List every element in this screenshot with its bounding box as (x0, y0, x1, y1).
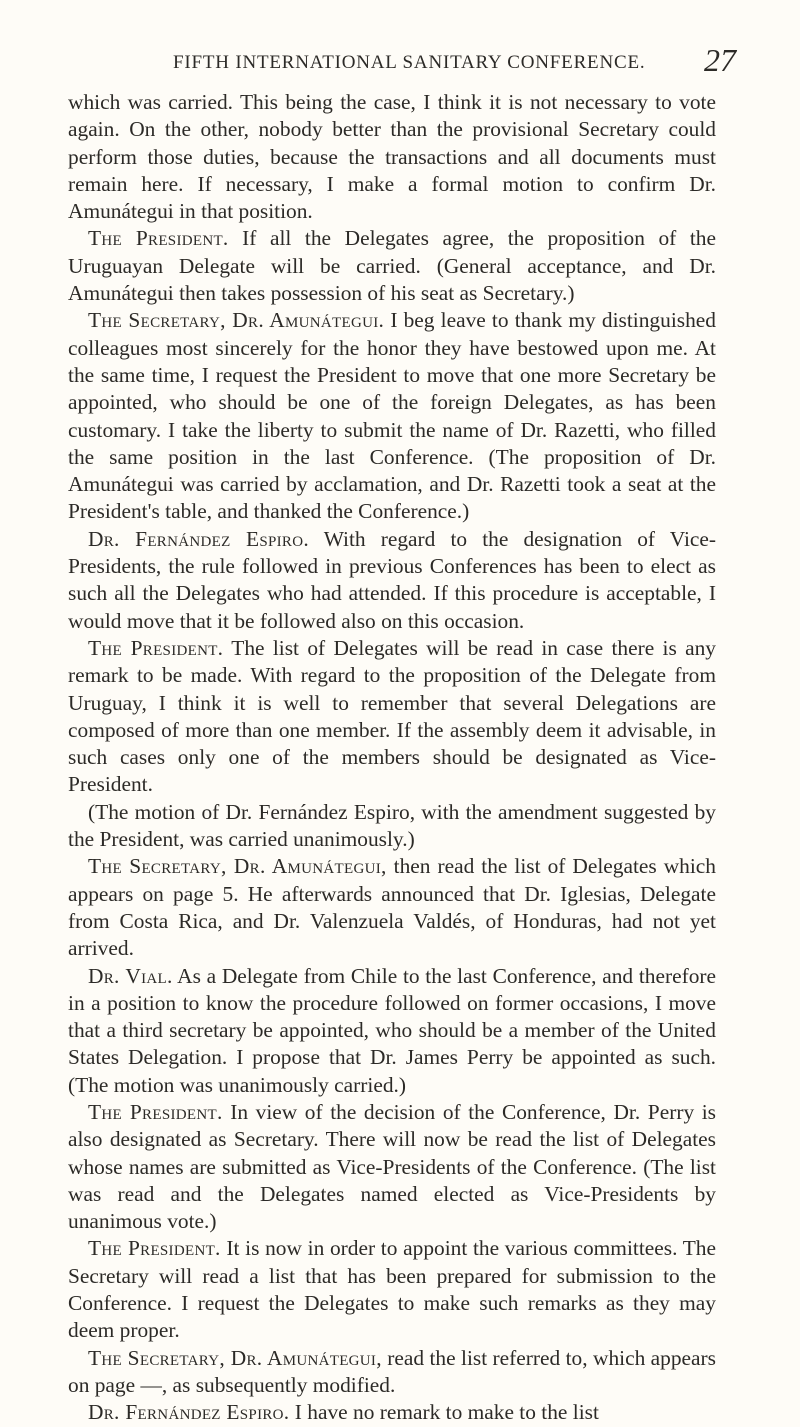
paragraph (68, 799, 716, 854)
speaker-name: The President. (88, 1236, 221, 1261)
paragraph-text: With regard to the designation of Vice-Presidents, the rule followed in previous Conferences has been to elect as such all the Delegates who had attended. If this procedure is acceptable, I would move that it be followed also on this occasion. (68, 526, 716, 633)
paragraph (68, 963, 716, 1099)
page-number: 27 (704, 42, 736, 78)
paragraph (68, 1099, 716, 1235)
paragraph (68, 1399, 716, 1426)
paragraph (68, 526, 716, 635)
paragraph-text: The list of Delegates will be read in case there is any remark to be made. With regard to the proposition of the Delegate from Uruguay, I think it is well to remember that several Delegations are composed of more than one member. If the assembly deem it advisable, in such cases only one of the members should be designated as Vice-President. (68, 635, 716, 797)
paragraph-text: If all the Delegates agree, the proposition of the Uruguayan Delegate will be carried. (General acceptance, and Dr. Amunátegui then takes possession of his seat as Secretary.) (68, 226, 716, 306)
paragraph-text: As a Delegate from Chile to the last Conference, and therefore in a position to know the procedure followed on former occasions, I move that a third secretary be appointed, who should be a member of the United States Delegation. I propose that Dr. James Perry be appointed as such. (The motion was unanimously carried.) (68, 963, 717, 1097)
speaker-name: The President. (88, 226, 229, 251)
paragraph-text: read the list referred to, which appears on page —, as subsequently modified. (68, 1345, 716, 1397)
speaker-name: Dr. Fernández Espiro. (88, 1400, 290, 1425)
paragraph (68, 89, 716, 225)
paragraph-text: It is now in order to appoint the various committees. The Secretary will read a list that has been prepared for submission to the Conference. I request the Delegates to make such remarks as they may deem proper. (68, 1236, 716, 1343)
speaker-name: Dr. Fernández Espiro. (88, 526, 309, 551)
running-title: FIFTH INTERNATIONAL SANITARY CONFERENCE. (173, 52, 646, 73)
speaker-name: The President. (88, 1099, 223, 1124)
paragraph (68, 635, 716, 799)
paragraph-text: I beg leave to thank my distinguished colleagues most sincerely for the honor they have bestowed upon me. At the same time, I request the President to move that one more Secretary be appointed, who should be one of the foreign Delegates, as has been customary. I take the liberty to submit the name of Dr. Razetti, who filled the same position in the last Conference. (The proposition of Dr. Amunátegui was carried by acclamation, and Dr. Razetti took a seat at the President's table, and thanked the Conference.) (68, 308, 716, 524)
body-text (68, 89, 716, 1427)
speaker-name: The Secretary, Dr. Amunátegui. (88, 308, 385, 333)
speaker-name: Dr. Vial. (88, 963, 173, 988)
paragraph-text: In view of the decision of the Conference, Dr. Perry is also designated as Secretary. There will now be read the list of Delegates whose names are submitted as Vice-Presidents of the Conference. (The list was read and the Delegates named elected as Vice-Presidents by unanimous vote.) (68, 1099, 717, 1234)
paragraph (68, 1235, 716, 1344)
paragraph (68, 1345, 716, 1400)
speaker-name: The Secretary, Dr. Amunátegui, (88, 1345, 382, 1370)
paragraph-text: then read the list of Delegates which appears on page 5. He afterwards announced that Dr. Iglesias, Delegate from Costa Rica, and Dr. Valenzuela Valdés, of Honduras, had not yet arrived. (68, 854, 716, 961)
paragraph-text: which was carried. This being the case, I think it is not necessary to vote again. On the other, nobody better than the provisional Secretary could perform those duties, because the transactions and all documents must remain here. If necessary, I make a formal motion to confirm Dr. Amunátegui in that position. (68, 90, 716, 224)
paragraph (68, 853, 716, 962)
speaker-name: The Secretary, Dr. Amunátegui, (88, 854, 387, 879)
paragraph-text: (The motion of Dr. Fernández Espiro, with the amendment suggested by the President, was carried unanimously.) (68, 799, 716, 852)
running-head (68, 42, 736, 84)
paragraph (68, 225, 716, 307)
paragraph (68, 307, 716, 525)
paragraph-text: I have no remark to make to the list (289, 1400, 599, 1425)
speaker-name: The President. (88, 635, 224, 660)
